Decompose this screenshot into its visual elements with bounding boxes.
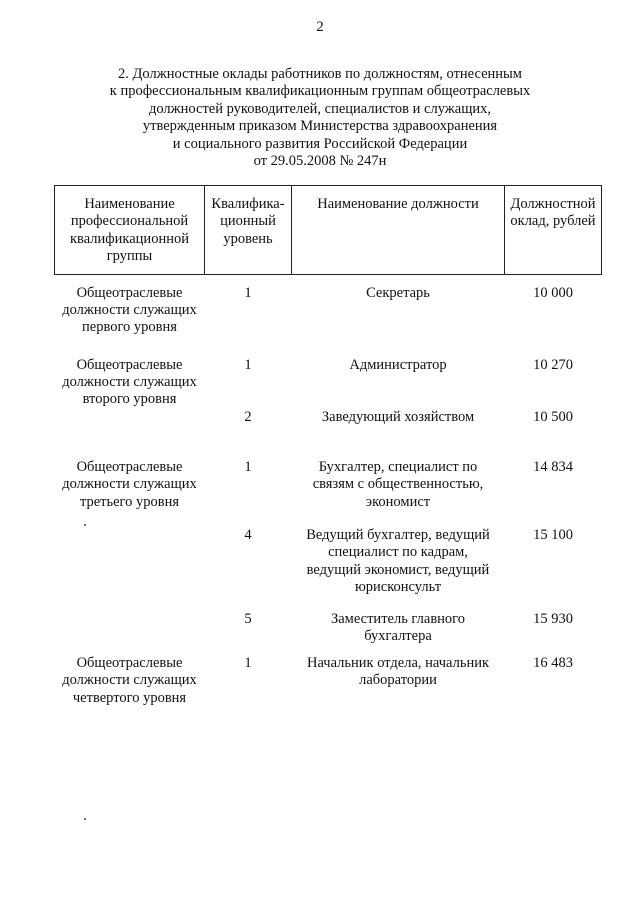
table-header-row bbox=[55, 186, 602, 275]
table-row bbox=[55, 611, 602, 655]
scan-speck bbox=[84, 818, 86, 820]
heading-line: к профессиональным квалификационным группам общеотраслевых bbox=[109, 83, 531, 100]
table-row bbox=[55, 274, 602, 357]
page-number: 2 bbox=[316, 19, 324, 35]
table-row bbox=[55, 459, 602, 527]
header-group: Наименование профессиональной квалификационной группы bbox=[55, 186, 205, 275]
table-row bbox=[55, 357, 602, 409]
group-cell: Общеотраслевые должности служащих первого уровня bbox=[62, 284, 197, 336]
section-heading bbox=[60, 66, 580, 170]
heading-line: утвержденным приказом Министерства здравоохранения bbox=[142, 118, 498, 135]
group-cell: Общеотраслевые должности служащих второго уровня bbox=[62, 356, 197, 408]
group-cell bbox=[55, 409, 205, 459]
heading-line: от 29.05.2008 № 247н bbox=[253, 152, 387, 169]
salary-cell: 10 500 bbox=[533, 408, 573, 425]
salary-table bbox=[54, 185, 602, 707]
level-cell: 1 bbox=[244, 284, 252, 301]
position-cell: Ведущий бухгалтер, ведущий специалист по кадрам, ведущий экономист, ведущий юрисконсульт bbox=[306, 526, 490, 595]
level-cell: 2 bbox=[244, 408, 252, 425]
salary-cell: 16 483 bbox=[533, 654, 573, 671]
position-cell: Секретарь bbox=[366, 284, 430, 301]
table-row bbox=[55, 409, 602, 459]
position-cell: Заведующий хозяйством bbox=[321, 408, 475, 425]
header-level: Квалифика- ционный уровень bbox=[205, 186, 292, 275]
header-position: Наименование должности bbox=[292, 186, 505, 275]
table-row bbox=[55, 527, 602, 611]
heading-line: и социального развития Российской Федерации bbox=[172, 135, 468, 152]
table-row bbox=[55, 655, 602, 707]
heading-line: 2. Должностные оклады работников по должностям, отнесенным bbox=[118, 66, 522, 82]
position-cell: Администратор bbox=[349, 356, 447, 373]
header-salary: Должностной оклад, рублей bbox=[505, 186, 602, 275]
scan-speck bbox=[84, 524, 86, 526]
group-cell: Общеотраслевые должности служащих третьего уровня bbox=[62, 458, 197, 510]
position-cell: Бухгалтер, специалист по связям с общественностью, экономист bbox=[312, 458, 484, 510]
salary-cell: 15 100 bbox=[533, 526, 573, 543]
level-cell: 1 bbox=[244, 654, 252, 671]
salary-cell: 15 930 bbox=[533, 610, 573, 627]
level-cell: 4 bbox=[244, 526, 252, 543]
group-cell bbox=[55, 527, 205, 611]
level-cell: 5 bbox=[244, 610, 252, 627]
group-cell: Общеотраслевые должности служащих четвертого уровня bbox=[62, 654, 197, 706]
salary-cell: 14 834 bbox=[533, 458, 573, 475]
salary-cell: 10 270 bbox=[533, 356, 573, 373]
salary-cell: 10 000 bbox=[533, 284, 573, 301]
position-cell: Начальник отдела, начальник лаборатории bbox=[306, 654, 490, 689]
heading-line: должностей руководителей, специалистов и служащих, bbox=[148, 100, 492, 117]
position-cell: Заместитель главного бухгалтера bbox=[330, 610, 466, 645]
level-cell: 1 bbox=[244, 458, 252, 475]
group-cell bbox=[55, 611, 205, 655]
level-cell: 1 bbox=[244, 356, 252, 373]
